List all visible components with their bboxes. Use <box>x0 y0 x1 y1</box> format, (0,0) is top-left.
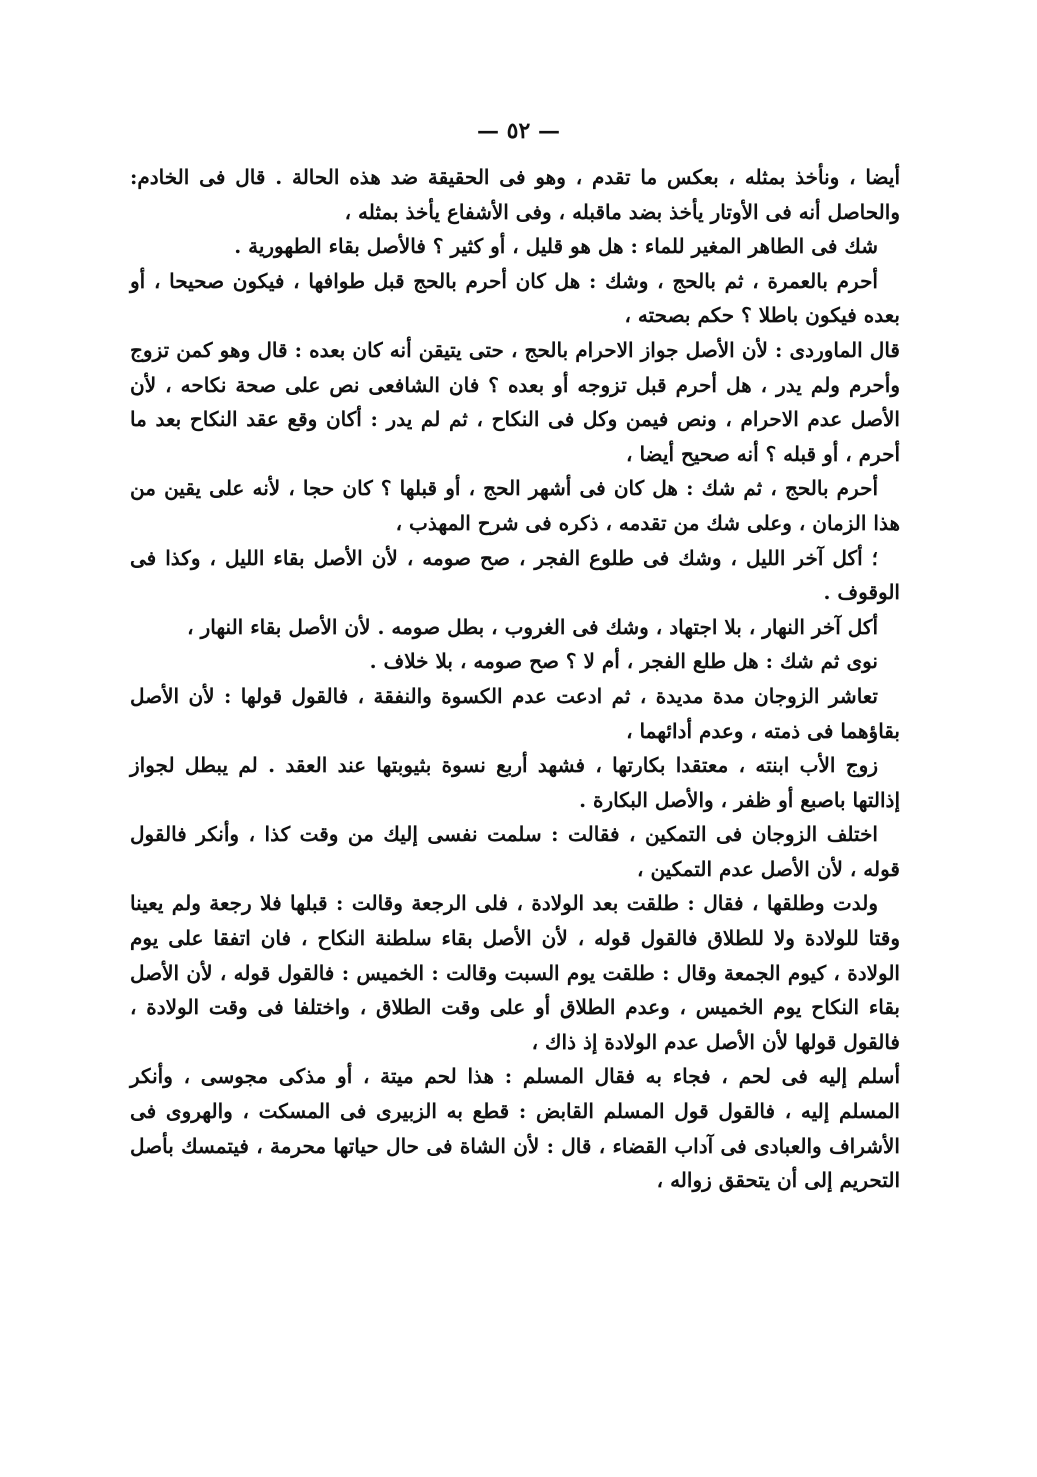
document-body <box>130 160 900 1198</box>
paragraph: اختلف الزوجان فى التمكين ، فقالت : سلمت نفسى إليك من وقت كذا ، وأنكر فالقول قوله ، لأن الأصل عدم التمكين ، <box>130 822 900 881</box>
paragraph: نوى ثم شك : هل طلع الفجر ، أم لا ؟ صح صومه ، بلا خلاف . <box>369 649 878 674</box>
paragraph: قال الماوردى : لأن الأصل جواز الاحرام بالحج ، حتى يتيقن أنه كان بعده : قال وهو كمن تزوج وأحرم ولم يدر ، هل أحرم قبل تزوجه أو بعده ؟ فان الشافعى نص على صحة نكاحه ، لأن الأصل عدم الاحرام ، ونص فيمن وكل فى النكاح ، ثم لم يدر : أكان وقع عقد النكاح بعد ما أحرم ، أو قبله ؟ أنه صحيح أيضا ، <box>130 337 900 466</box>
paragraph: زوج الأب ابنته ، معتقدا بكارتها ، فشهد أربع نسوة بثيوبتها عند العقد . لم يبطل لجواز إذالتها باصبع أو ظفر ، والأصل البكارة . <box>130 753 900 812</box>
paragraph: أحرم بالحج ، ثم شك : هل كان فى أشهر الحج ، أو قبلها ؟ كان حجا ، لأنه على يقين من هذا الزمان ، وعلى شك من تقدمه ، ذكره فى شرح المهذب ، <box>130 476 900 535</box>
paragraph: أكل آخر النهار ، بلا اجتهاد ، وشك فى الغروب ، بطل صومه . لأن الأصل بقاء النهار ، <box>187 614 878 639</box>
paragraph: أحرم بالعمرة ، ثم بالحج ، وشك : هل كان أحرم بالحج قبل طوافها ، فيكون صحيحا ، أو بعده فيكون باطلا ؟ حكم بصحته ، <box>130 268 900 328</box>
paragraph: شك فى الطاهر المغير للماء : هل هو قليل ، أو كثير ؟ فالأصل بقاء الطهورية . <box>234 234 878 259</box>
paragraph: ولدت وطلقها ، فقال : طلقت بعد الولادة ، فلى الرجعة وقالت : قبلها فلا رجعة ولم يعينا وقتا للولادة ولا للطلاق فالقول قوله ، لأن الأصل بقاء سلطنة النكاح ، فان اتفقا على يوم الولادة ، كيوم الجمعة وقال : طلقت يوم السبت وقالت : الخميس : فالقول قوله ، لأن الأصل بقاء النكاح يوم الخميس ، وعدم الطلاق أو على وقت الطلاق ، واختلفا فى وقت الولادة ، فالقول قولها لأن الأصل عدم الولادة إذ ذاك ، <box>130 891 900 1054</box>
paragraph: تعاشر الزوجان مدة مديدة ، ثم ادعت عدم الكسوة والنفقة ، فالقول قولها : لأن الأصل بقاؤهما فى ذمته ، وعدم أدائهما ، <box>130 683 900 743</box>
paragraph: ؛ أكل آخر الليل ، وشك فى طلوع الفجر ، صح صومه ، لأن الأصل بقاء الليل ، وكذا فى الوقوف . <box>130 545 900 605</box>
page-number: — ٥٢ — <box>477 118 560 144</box>
paragraph: أسلم إليه فى لحم ، فجاء به فقال المسلم : هذا لحم ميتة ، أو مذكى مجوسى ، وأنكر المسلم إليه ، فالقول قول المسلم القابض : قطع به الزبيرى فى المسكت ، والهروى فى الأشراف والعبادى فى آداب القضاء ، قال : لأن الشاة فى حال حياتها محرمة ، فيتمسك بأصل التحريم إلى أن يتحقق زواله ، <box>130 1064 901 1193</box>
paragraph: أيضا ، ونأخذ بمثله ، بعكس ما تقدم ، وهو فى الحقيقة ضد هذه الحالة . قال فى الخادم: والحاصل أنه فى الأوتار يأخذ بضد ماقبله ، وفى الأشفاع يأخذ بمثله ، <box>130 165 900 224</box>
